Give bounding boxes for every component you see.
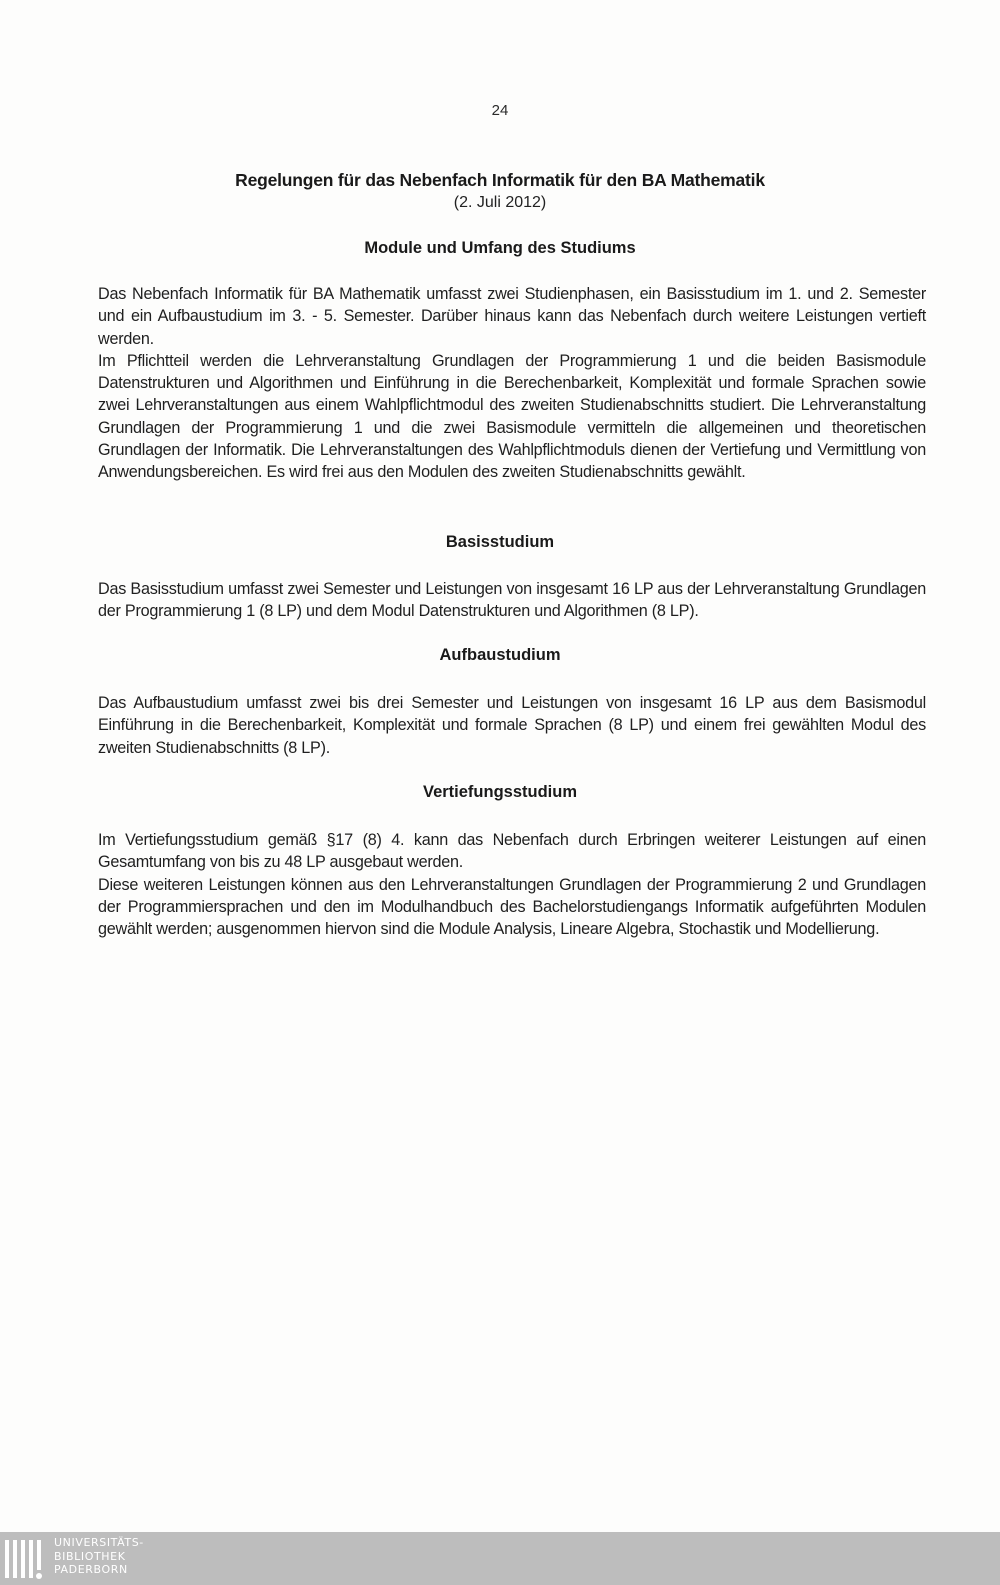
section-heading-vertiefungsstudium: Vertiefungsstudium	[422, 783, 578, 801]
section-body-vertiefungsstudium	[98, 829, 926, 940]
paragraph: Im Vertiefungsstudium gemäß §17 (8) 4. kann das Nebenfach durch Erbringen weiterer Leistungen auf einen Gesamtumfang von bis zu 48 LP ausgebaut werden.	[98, 831, 926, 872]
section-heading-basisstudium: Basisstudium	[445, 533, 555, 551]
section-body-aufbaustudium	[98, 692, 926, 759]
library-logo-icon	[3, 1536, 49, 1582]
library-name-line: BIBLIOTHEK	[54, 1549, 126, 1563]
section-body-basisstudium	[98, 578, 926, 623]
section-heading-module: Module und Umfang des Studiums	[364, 239, 636, 257]
library-name	[54, 1536, 144, 1577]
paragraph: Im Pflichtteil werden die Lehrveranstaltung Grundlagen der Programmierung 1 und die beiden Basismodule Datenstrukturen und Algorithmen und Einführung in die Berechenbarkeit, Komplexität und formale Sprachen sowie zwei Lehrveranstaltungen aus einem Wahlpflichtmodul des zweiten Studienabschnitts studiert. Die Lehrveranstaltung Grundlagen der Programmierung 1 und die zwei Basismodule vermitteln die allgemeinen und theoretischen Grundlagen der Informatik. Die Lehrveranstaltungen des Wahlpflichtmoduls dienen der Vertiefung und Vermittlung von Anwendungsbereichen. Es wird frei aus den Modulen des zweiten Studienabschnitts gewählt.	[98, 351, 926, 482]
page-number: 24	[491, 102, 509, 119]
paragraph: Das Aufbaustudium umfasst zwei bis drei Semester und Leistungen von insgesamt 16 LP aus dem Basismodul Einführung in die Berechenbarkeit, Komplexität und formale Sprachen (8 LP) und einem frei gewählten Modul des zweiten Studienabschnitts (8 LP).	[98, 694, 926, 757]
document-date: (2. Juli 2012)	[453, 194, 547, 211]
paragraph: Diese weiteren Leistungen können aus den Lehrveranstaltungen Grundlagen der Programmierung 2 und Grundlagen der Programmiersprachen und den im Modulhandbuch des Bachelorstudiengangs Informatik aufgeführten Modulen gewählt werden; ausgenommen hiervon sind die Module Analysis, Lineare Algebra, Stochastik und Modellierung.	[98, 875, 926, 939]
library-name-line: UNIVERSITÄTS-	[54, 1536, 144, 1549]
section-heading-aufbaustudium: Aufbaustudium	[439, 646, 561, 664]
section-body-module	[98, 283, 926, 484]
library-footer-bar	[0, 1532, 1000, 1585]
library-name-line: PADERBORN	[54, 1563, 128, 1576]
document-title: Regelungen für das Nebenfach Informatik für den BA Mathematik	[235, 170, 765, 190]
paragraph: Das Nebenfach Informatik für BA Mathematik umfasst zwei Studienphasen, ein Basisstudium im 1. und 2. Semester und ein Aufbaustudium im 3. - 5. Semester. Darüber hinaus kann das Nebenfach durch weitere Leistungen vertieft werden.	[98, 285, 926, 348]
paragraph: Das Basisstudium umfasst zwei Semester und Leistungen von insgesamt 16 LP aus der Lehrveranstaltung Grundlagen der Programmierung 1 (8 LP) und dem Modul Datenstrukturen und Algorithmen (8 LP).	[98, 580, 926, 621]
